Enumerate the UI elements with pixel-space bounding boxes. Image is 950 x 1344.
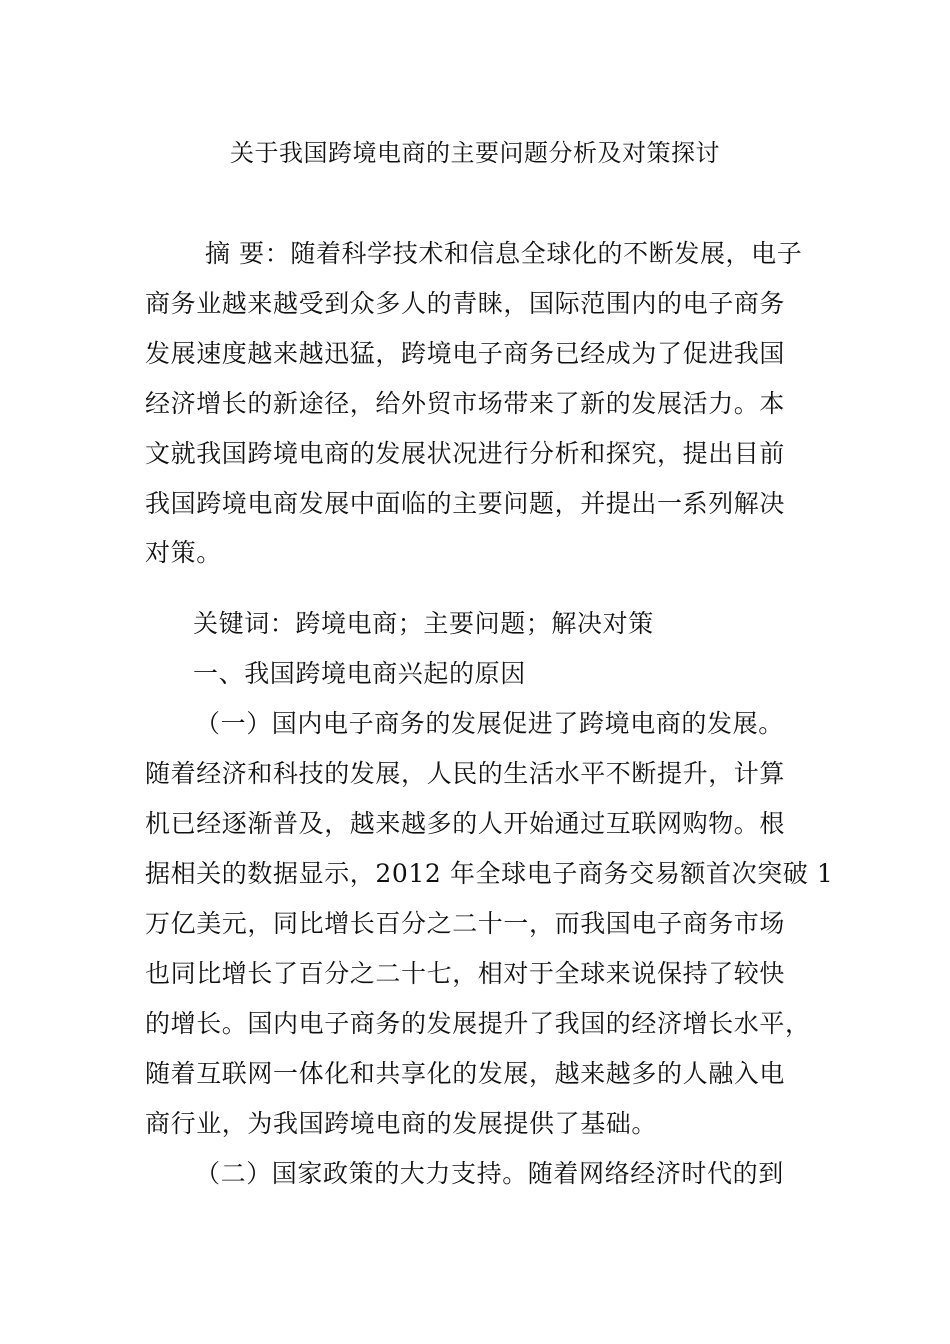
paragraph-line: 商行业，为我国跨境电商的发展提供了基础。 (145, 1109, 658, 1138)
abstract-line: 我国跨境电商发展中面临的主要问题，并提出一系列解决 (145, 489, 786, 518)
abstract-line: 经济增长的新途径，给外贸市场带来了新的发展活力。本 (145, 389, 786, 418)
paragraph-line: 随着互联网一体化和共享化的发展，越来越多的人融入电 (145, 1059, 786, 1088)
document-title: 关于我国跨境电商的主要问题分析及对策探讨 (230, 139, 720, 167)
paragraph-line: 据相关的数据显示，2012 年全球电子商务交易额首次突破 1 (145, 859, 834, 888)
abstract-line: 商务业越来越受到众多人的青睐，国际范围内的电子商务 (145, 289, 786, 318)
paragraph-line: 机已经逐渐普及，越来越多的人开始通过互联网购物。根 (145, 809, 786, 838)
abstract-line: 对策。 (145, 538, 222, 567)
keywords-line: 关键词：跨境电商；主要问题；解决对策 (193, 609, 654, 638)
paragraph-line: 也同比增长了百分之二十七，相对于全球来说保持了较快 (145, 959, 786, 988)
paragraph-line: 的增长。国内电子商务的发展提升了我国的经济增长水平， (145, 1009, 811, 1038)
abstract-line: 发展速度越来越迅猛，跨境电子商务已经成为了促进我国 (145, 339, 786, 368)
paragraph-line: 随着经济和科技的发展，人民的生活水平不断提升，计算 (145, 759, 786, 788)
section-heading: 一、我国跨境电商兴起的原因 (193, 659, 526, 688)
paragraph-line: （二）国家政策的大力支持。随着网络经济时代的到 (195, 1159, 784, 1188)
paragraph-line: （一）国内电子商务的发展促进了跨境电商的发展。 (195, 709, 784, 738)
abstract-line: 摘 要：随着科学技术和信息全球化的不断发展，电子 (205, 239, 803, 268)
paragraph-line: 万亿美元，同比增长百分之二十一，而我国电子商务市场 (145, 909, 786, 938)
abstract-line: 文就我国跨境电商的发展状况进行分析和探究，提出目前 (145, 439, 786, 468)
